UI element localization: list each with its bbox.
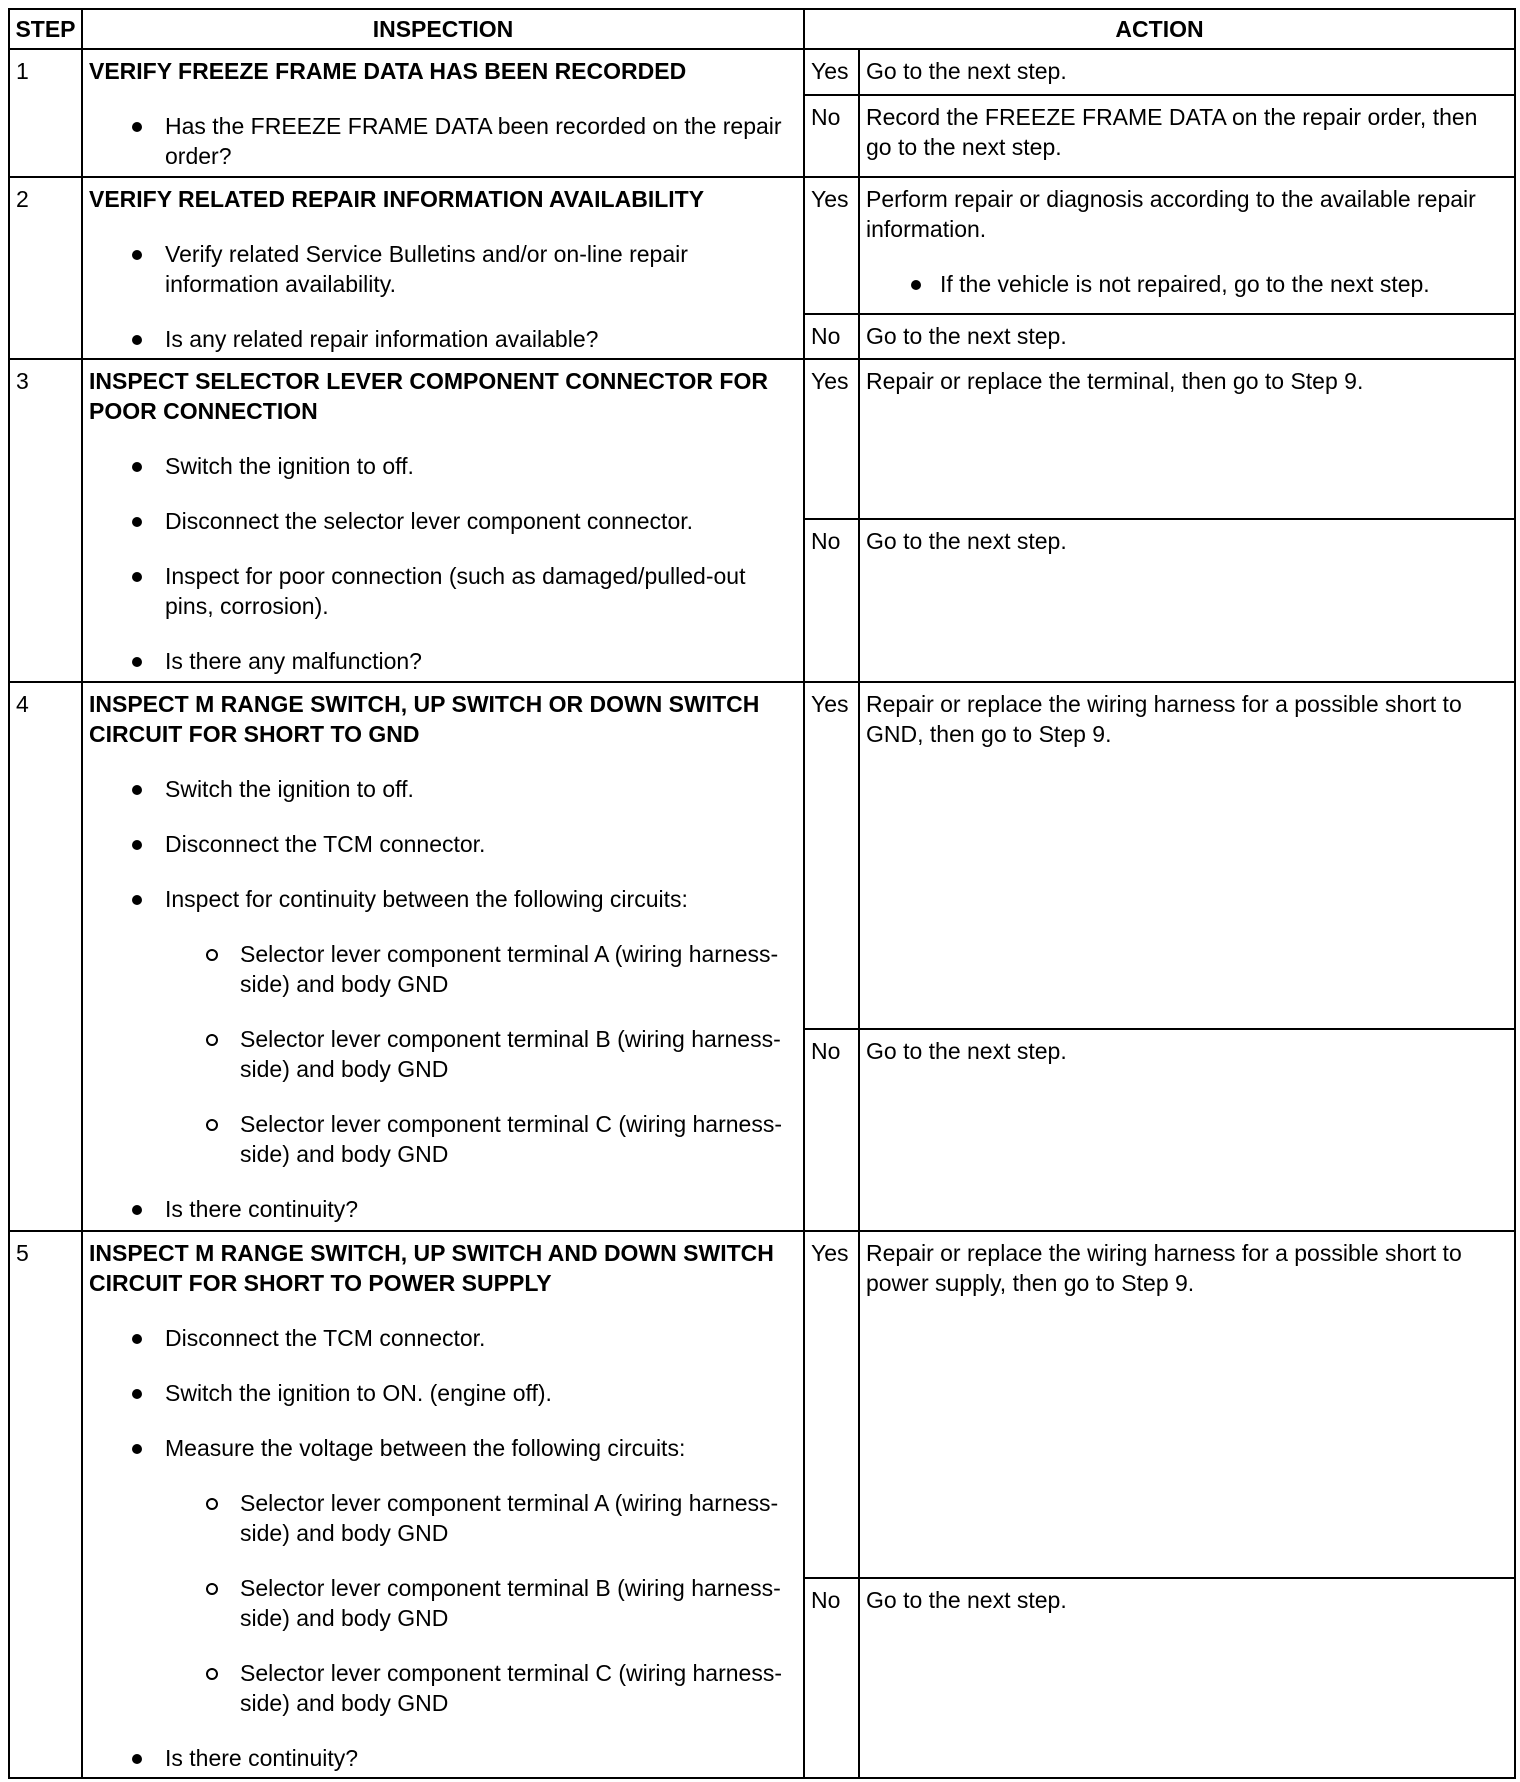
yes-action: Repair or replace the terminal, then go to Step 9.: [859, 359, 1515, 519]
step-1-yes-row: [9, 49, 1515, 95]
sub-bullet-item: Selector lever component terminal A (wiring harness-side) and body GND: [89, 1488, 797, 1548]
bullet-item: Switch the ignition to off.: [89, 451, 797, 481]
step-inspection: [82, 682, 804, 1231]
sub-bullet-item: Selector lever component terminal B (wiring harness-side) and body GND: [89, 1024, 797, 1084]
no-label: No: [804, 1029, 859, 1231]
no-label: No: [804, 519, 859, 682]
no-action: Record the FREEZE FRAME DATA on the repair order, then go to the next step.: [859, 95, 1515, 177]
bullet-item: Is there continuity?: [89, 1743, 797, 1773]
bullet-item: Disconnect the selector lever component connector.: [89, 506, 797, 536]
step-2-yes-row: [9, 177, 1515, 314]
bullet-item: Disconnect the TCM connector.: [89, 1323, 797, 1353]
yes-action: Perform repair or diagnosis according to the available repair information.: [866, 186, 1476, 242]
yes-action-cell: [859, 177, 1515, 314]
step-number: 1: [9, 49, 82, 177]
bullet-item: Verify related Service Bulletins and/or on-line repair information availability.: [89, 239, 797, 299]
bullet-item: Switch the ignition to ON. (engine off).: [89, 1378, 797, 1408]
sub-bullet-item: Selector lever component terminal C (wiring harness-side) and body GND: [89, 1109, 797, 1169]
header-row: [9, 9, 1515, 49]
step-title: INSPECT SELECTOR LEVER COMPONENT CONNECTOR FOR POOR CONNECTION: [89, 368, 768, 424]
step-inspection: [82, 359, 804, 682]
yes-label: Yes: [804, 177, 859, 314]
bullet-item: Inspect for continuity between the following circuits:: [89, 884, 797, 914]
no-label: No: [804, 1578, 859, 1778]
sub-bullet-item: Selector lever component terminal B (wiring harness-side) and body GND: [89, 1573, 797, 1633]
bullet-item: Disconnect the TCM connector.: [89, 829, 797, 859]
diagnostic-procedure-table: [8, 8, 1516, 1779]
bullet-item: Is there continuity?: [89, 1194, 797, 1224]
step-title: VERIFY RELATED REPAIR INFORMATION AVAILABILITY: [89, 186, 705, 212]
bullet-item: Inspect for poor connection (such as damaged/pulled-out pins, corrosion).: [89, 561, 797, 621]
yes-label: Yes: [804, 682, 859, 1029]
sub-bullet-item: Selector lever component terminal C (wiring harness-side) and body GND: [89, 1658, 797, 1718]
step-title: INSPECT M RANGE SWITCH, UP SWITCH AND DOWN SWITCH CIRCUIT FOR SHORT TO POWER SUPPLY: [89, 1240, 774, 1296]
bullet-item: Has the FREEZE FRAME DATA been recorded on the repair order?: [89, 111, 797, 171]
step-5-yes-row: [9, 1231, 1515, 1578]
bullet-item: Measure the voltage between the following circuits:: [89, 1433, 797, 1463]
step-4-yes-row: [9, 682, 1515, 1029]
yes-action: Go to the next step.: [859, 49, 1515, 95]
no-action: Go to the next step.: [859, 519, 1515, 682]
step-inspection: [82, 177, 804, 359]
bullet-item: Is there any malfunction?: [89, 646, 797, 676]
bullet-item: Switch the ignition to off.: [89, 774, 797, 804]
header-inspection: INSPECTION: [82, 9, 804, 49]
step-number: 5: [9, 1231, 82, 1778]
header-step: STEP: [9, 9, 82, 49]
yes-label: Yes: [804, 49, 859, 95]
step-title: INSPECT M RANGE SWITCH, UP SWITCH OR DOWN SWITCH CIRCUIT FOR SHORT TO GND: [89, 691, 760, 747]
yes-action: Repair or replace the wiring harness for a possible short to power supply, then go to Step 9.: [859, 1231, 1515, 1578]
bullet-item: Is any related repair information available?: [89, 324, 797, 354]
step-number: 4: [9, 682, 82, 1231]
no-action: Go to the next step.: [859, 1029, 1515, 1231]
no-label: No: [804, 95, 859, 177]
no-action: Go to the next step.: [859, 1578, 1515, 1778]
step-3-yes-row: [9, 359, 1515, 519]
step-number: 2: [9, 177, 82, 359]
no-action: Go to the next step.: [859, 314, 1515, 359]
yes-label: Yes: [804, 1231, 859, 1578]
step-inspection: [82, 1231, 804, 1778]
yes-action-bullet: If the vehicle is not repaired, go to the next step.: [866, 269, 1508, 299]
step-inspection: [82, 49, 804, 177]
yes-action: Repair or replace the wiring harness for a possible short to GND, then go to Step 9.: [859, 682, 1515, 1029]
no-label: No: [804, 314, 859, 359]
header-action: ACTION: [804, 9, 1515, 49]
yes-label: Yes: [804, 359, 859, 519]
step-title: VERIFY FREEZE FRAME DATA HAS BEEN RECORDED: [89, 58, 687, 84]
sub-bullet-item: Selector lever component terminal A (wiring harness-side) and body GND: [89, 939, 797, 999]
step-number: 3: [9, 359, 82, 682]
